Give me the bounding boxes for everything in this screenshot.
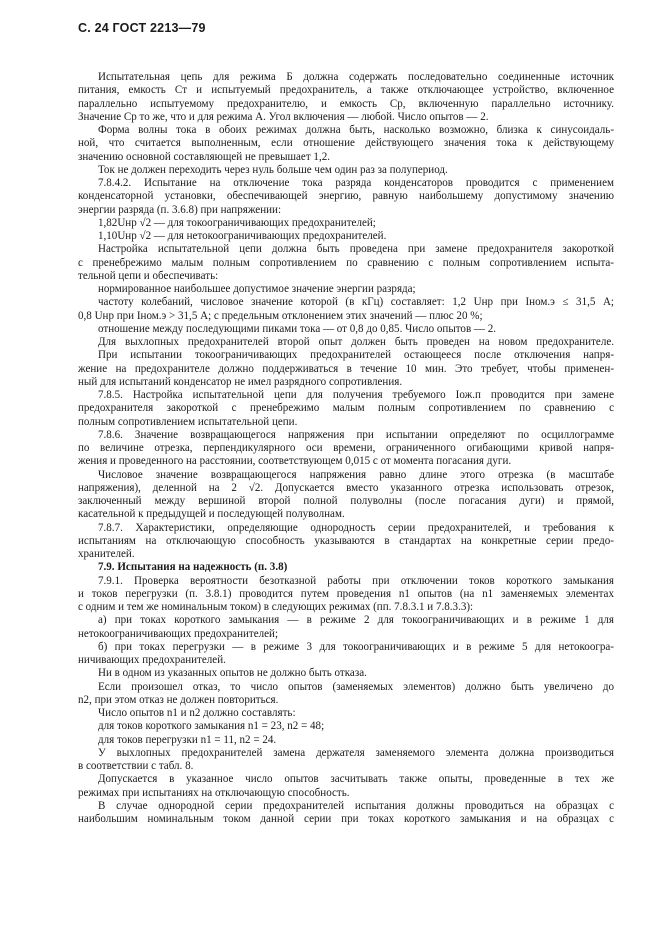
text-line: n2, при этом отказ не должен повториться. [78, 693, 279, 706]
text-line: 7.9.1. Проверка вероятности безотказной работы при отключении токов короткого замыкания [98, 574, 614, 587]
text-line: жение на предохранителе должно поддерживаться в течение 10 мин. Это требует, чтобы применен- [78, 362, 614, 375]
text-line: предохранителя закороткой с пренебрежимо малым полным сопротивлением по сравнению с [78, 402, 614, 415]
body-text [78, 71, 614, 826]
text-line: энергии разряда (п. 3.6.8) при напряжении: [78, 203, 282, 216]
text-line: Число опытов n1 и n2 должно составлять: [98, 707, 296, 719]
text-line: 7.8.4.2. Испытание на отключение тока разряда конденсаторов проводится с применением [98, 177, 614, 189]
text-line: 7.8.6. Значение возвращающегося напряжения при испытании определяют по осциллограмме [98, 428, 614, 441]
text-line: б) при токах перегрузки — в режиме 3 для токоограничивающих и в режиме 5 для нетокоогра- [98, 640, 614, 653]
text-line: для токов перегрузки n1 = 11, n2 = 24. [98, 733, 277, 746]
section-heading-line: 7.9. Испытания на надежность (п. 3.8) [98, 561, 288, 574]
text-line: параллельно испытуемому предохранителю, и емкость Cр, включенную параллельно источнику. [78, 97, 614, 110]
text-line: испытаниям на отключающую способность указываются в стандартах на конкретные серии предо- [78, 534, 614, 547]
text-line: тельной цепи и обеспечивать: [78, 269, 219, 282]
text-line: ничивающих предохранителей. [78, 654, 226, 666]
text-line: Форма волны тока в обоих режимах должна быть, насколько возможно, близка к синусоидаль- [98, 124, 614, 136]
text-line: с одним и тем же номинальным током) в следующих режимах (пп. 7.8.3.1 и 7.8.3.3): [78, 601, 474, 613]
text-line: Допускается в указанное число опытов засчитывать также опыты, проведенные в тех же [98, 773, 614, 786]
text-line: отношение между последующими пиками тока — от 0,8 до 0,85. Число опытов — 2. [98, 322, 497, 335]
text-line: Настройка испытательной цепи должна быть проведена при замене предохранителя закороткой [98, 243, 614, 256]
text-line: по величине отрезка, перпендикулярного оси времени, ограниченного огибающими кривой напря- [78, 442, 614, 454]
text-line: а) при токах короткого замыкания — в режиме 2 для токоограничивающих и в режиме 1 для [98, 614, 614, 627]
text-line: с пренебрежимо малым полным сопротивлением по сравнению с полным сопротивлением испыта- [78, 256, 614, 269]
text-line: Числовое значение возвращающегося напряжения равно длине этого отрезка (в масштабе [98, 468, 614, 481]
text-line: питания, емкость Cт и испытуемый предохранитель, а также отключающее устройство, включенное [78, 84, 614, 97]
text-line: и токов перегрузки (п. 3.8.1) проводится путем проведения n1 опытов (на n1 заменяемых элементах [78, 587, 614, 600]
text-line: напряжения), деленной на 2 √2. Допускается вместо указанного отрезка использовать отрезок, [78, 481, 614, 494]
text-line: ной, что считается выполненным, если отношение действующего значения тока к действующему [78, 137, 614, 150]
text-line: частоту колебаний, числовое значение которой (в кГц) составляет: 1,2 Uнр при Iном.э ≤ 31,5 А; [98, 296, 614, 309]
text-line: В случае однородной серии предохранителей испытания должны проводиться на образцах с [98, 799, 614, 812]
text-line: Ни в одном из указанных опытов не должно быть отказа. [98, 667, 367, 680]
text-line: 7.8.7. Характеристики, определяющие однородность серии предохранителей, и требования к [98, 521, 614, 534]
text-line: в соответствии с табл. 8. [78, 760, 194, 772]
text-line: 0,8 Uнр при Iном.э > 31,5 А; с предельным отклонением этих значений — плюс 20 %; [78, 309, 483, 322]
text-line: заключенный между вершиной второй полной полуволны (после погасания дуги) и прямой, [78, 495, 614, 507]
text-line: 1,10Uнр √2 — для нетокоограничивающих предохранителей. [98, 230, 387, 242]
text-line: жения и проведенного на расстоянии, соответствующем 0,015 с от момента погасания дуги. [78, 455, 512, 468]
text-line: хранителей. [78, 548, 135, 560]
text-line: нормированное наибольшее допустимое значение энергии разряда; [98, 283, 416, 295]
text-line: режимах при испытаниях на отключающую способность. [78, 786, 350, 799]
page-header: С. 24 ГОСТ 2213—79 [78, 21, 206, 35]
text-line: наибольшим номинальным током данной серии при токах короткого замыкания и на образцах с [78, 813, 614, 825]
text-line: При испытании токоограничивающих предохранителей остающееся после отключения напря- [98, 349, 614, 362]
text-line: Испытательная цепь для режима Б должна содержать последовательно соединенные источник [98, 71, 614, 83]
text-line: Для выхлопных предохранителей второй опыт должен быть проведен на новом предохранителе. [98, 336, 614, 348]
text-line: Ток не должен переходить через нуль больше чем один раз за полупериод. [98, 163, 448, 176]
text-line: 1,82Uнр √2 — для токоограничивающих предохранителей; [98, 216, 376, 229]
text-line: ный для испытаний конденсатор не имел разрядного сопротивления. [78, 375, 403, 388]
text-line: значению основной составляющей не превышает 1,2. [78, 150, 330, 163]
text-line: полным сопротивлением испытательной цепи. [78, 415, 298, 428]
text-line: конденсаторной установки, обеспечивающей энергию, равную наибольшему допустимому значению [78, 190, 614, 203]
text-line: Значение Cр то же, что и для режима А. Угол включения — любой. Число опытов — 2. [78, 110, 489, 123]
text-line: касательной к предыдущей и последующей полуволнам. [78, 508, 345, 521]
text-line: 7.8.5. Настройка испытательной цепи для получения требуемого Iож.п проводится при замене [98, 389, 614, 401]
text-line: нетокоограничивающих предохранителей; [78, 627, 279, 640]
text-line: У выхлопных предохранителей замена держателя заменяемого элемента должна производиться [98, 746, 614, 759]
text-line: для токов короткого замыкания n1 = 23, n2 = 48; [98, 720, 325, 733]
text-line: Если произошел отказ, то число опытов (заменяемых элементов) должно быть увеличено до [98, 680, 614, 693]
